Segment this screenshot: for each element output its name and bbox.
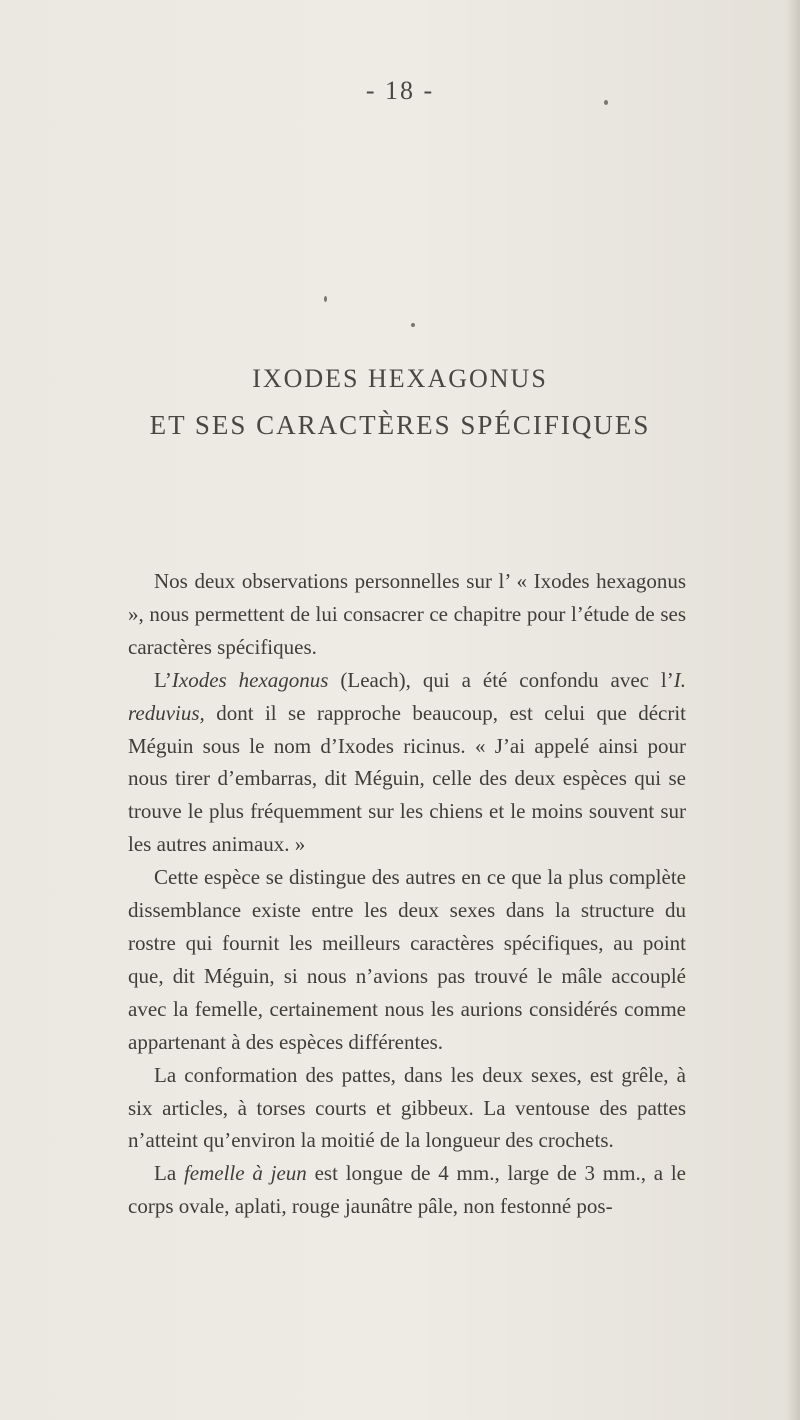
paragraph-1: Nos deux observations personnelles sur l’ « Ixodes hexagonus », nous permettent de lui consacrer ce chapitre pour l’étude de ses caractères spécifiques. (128, 569, 686, 659)
page-number: - 18 - (365, 76, 435, 105)
page-edge-shadow (786, 0, 800, 1420)
ink-speck (604, 100, 608, 105)
paragraph-3: Cette espèce se distingue des autres en ce que la plus complète dissemblance existe entre les deux sexes dans la structure du rostre qui fournit les meilleurs caractères spécifiques, au point que, dit Méguin, si nous n’avions pas trouvé le mâle accouplé avec la femelle, certainement nous les aurions considérés comme appartenant à des espèces différentes. (128, 865, 686, 1054)
female-label: femelle à jeun (183, 1161, 307, 1186)
paragraph-5: La femelle à jeun est longue de 4 mm., large de 3 mm., a le corps ovale, aplati, rouge jaunâtre pâle, non festonné pos- (128, 1161, 686, 1219)
species-name: I. reduvius, (128, 667, 687, 725)
paragraph-2: L’Ixodes hexagonus (Leach), qui a été confondu avec l’I. reduvius, dont il se rapproche beaucoup, est celui que décrit Méguin sous le nom d’Ixodes ricinus. « J’ai appelé ainsi pour nous tirer d’embarras, dit Méguin, celle des deux espèces qui se trouve le plus fréquemment sur les chiens et le moins souvent sur les autres animaux. » (128, 667, 687, 857)
ink-speck (324, 296, 327, 302)
species-name: Ixodes hexagonus (171, 667, 329, 692)
chapter-subtitle: ET SES CARACTÈRES SPÉCIFIQUES (149, 410, 651, 440)
paragraph-4: La conformation des pattes, dans les deux sexes, est grêle, à six articles, à torses courts et gibbeux. La ventouse des pattes n’atteint qu’environ la moitié de la longueur des crochets. (128, 1062, 686, 1153)
body-text (128, 565, 686, 1223)
ink-speck (411, 323, 415, 327)
chapter-title: IXODES HEXAGONUS (252, 364, 548, 393)
